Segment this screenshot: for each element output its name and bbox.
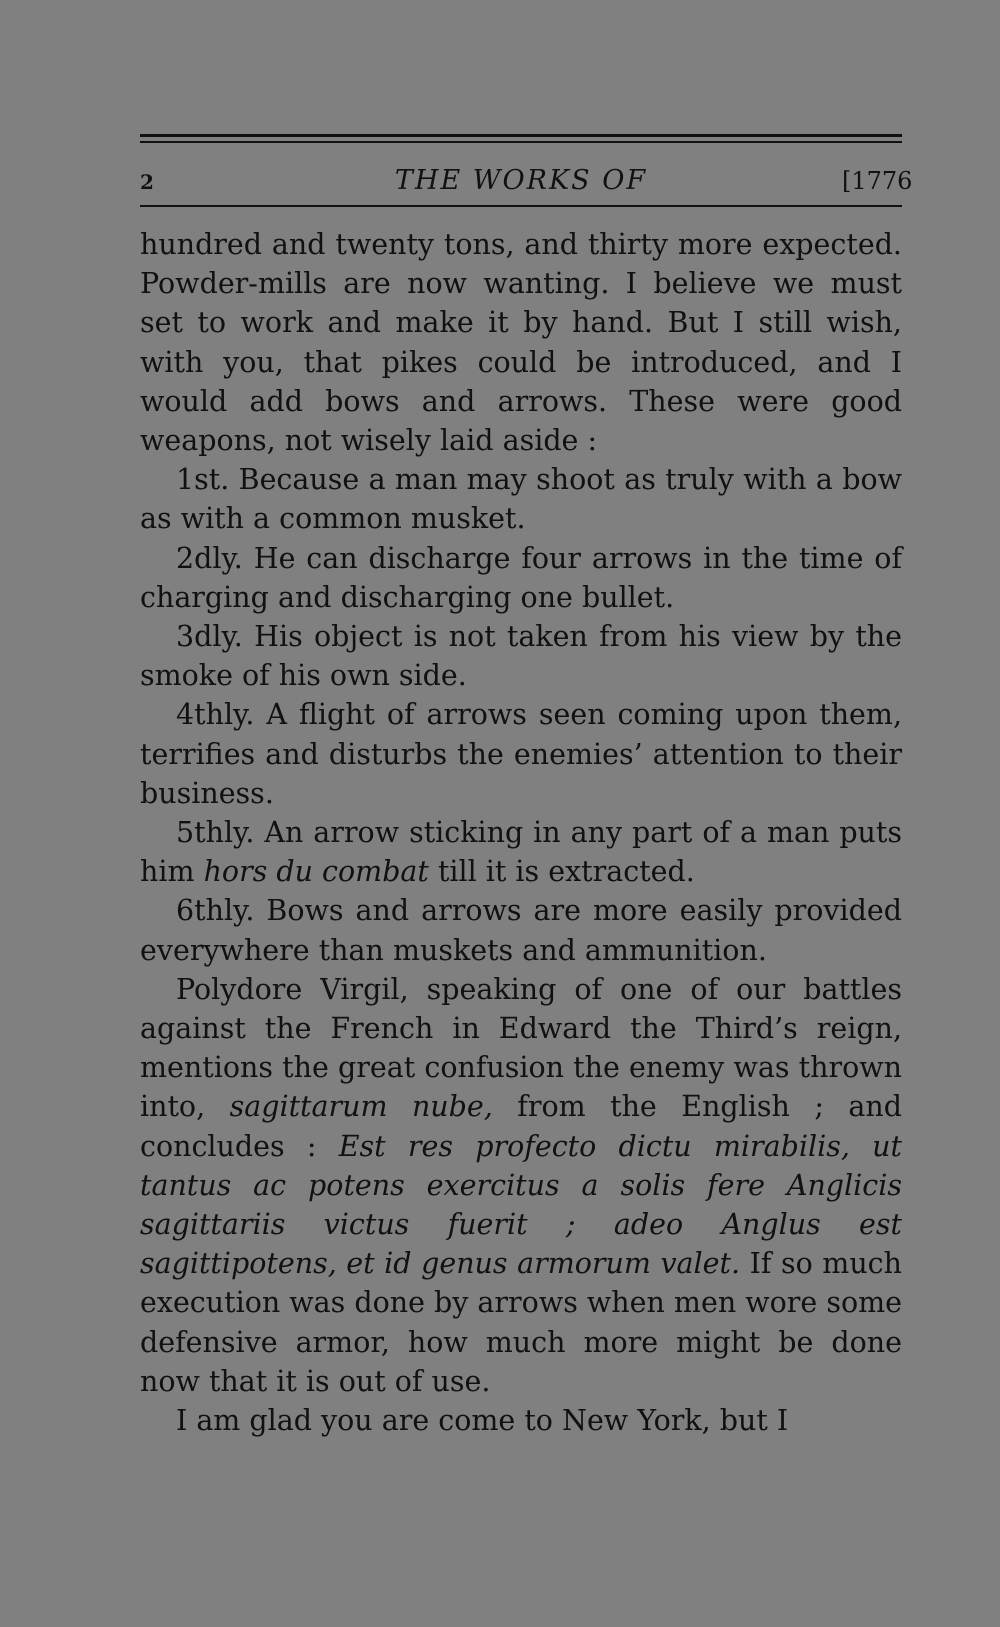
italic-phrase: sagittarum nube, xyxy=(229,1090,493,1124)
paragraph: 4thly. A flight of arrows seen coming upon them, terrifies and disturbs the enemies’ attention to their business. xyxy=(140,698,902,810)
header-rule xyxy=(140,205,902,207)
text-run: If so much execution was done by arrows when men wore some defensive armor, how much more might be done now that it is out of use. xyxy=(140,1247,903,1398)
text-run: till it is extracted. xyxy=(428,855,695,889)
paragraph: 6thly. Bows and arrows are more easily provided everywhere than muskets and ammunition. xyxy=(140,894,902,967)
paragraph: hundred and twenty tons, and thirty more expected. Powder-mills are now wanting. I believe we must set to work and make it by hand. But I still wish, with you, that pikes could be introduced, and I would add bows and arrows. These were good weapons, not wisely laid aside : xyxy=(140,228,902,458)
paragraph: 3dly. His object is not taken from his view by the smoke of his own side. xyxy=(140,620,902,693)
paragraph xyxy=(140,813,902,891)
header-year: [1776 xyxy=(842,167,913,195)
page-number: 2 xyxy=(140,170,154,194)
top-double-rule xyxy=(140,134,902,143)
paragraph: I am glad you are come to New York, but I xyxy=(176,1404,789,1438)
body-text xyxy=(140,225,902,1440)
paragraph: 1st. Because a man may shoot as truly with a bow as with a common musket. xyxy=(140,463,902,536)
paragraph xyxy=(140,970,902,1401)
text-run: from the English ; and concludes : xyxy=(140,1090,902,1163)
latin-quotation: Est res profecto dictu mirabilis, ut tantus ac potens exercitus a solis fere Anglicis sagittariis victus fuerit ; adeo Anglus est sagittipotens, et id genus armorum valet. xyxy=(140,1129,902,1281)
paragraph: 2dly. He can discharge four arrows in the time of charging and discharging one bullet. xyxy=(140,541,902,614)
text-run: 5thly. An arrow sticking in any part of a man puts him xyxy=(140,816,902,889)
italic-phrase: hors du combat xyxy=(203,855,429,889)
text-run: Polydore Virgil, speaking of one of our battles against the French in Edward the Third’s reign, mentions the great confusion the enemy was thrown into, xyxy=(140,972,902,1124)
running-title: THE WORKS OF xyxy=(394,165,648,196)
running-header xyxy=(140,163,913,199)
book-page xyxy=(140,134,913,1440)
